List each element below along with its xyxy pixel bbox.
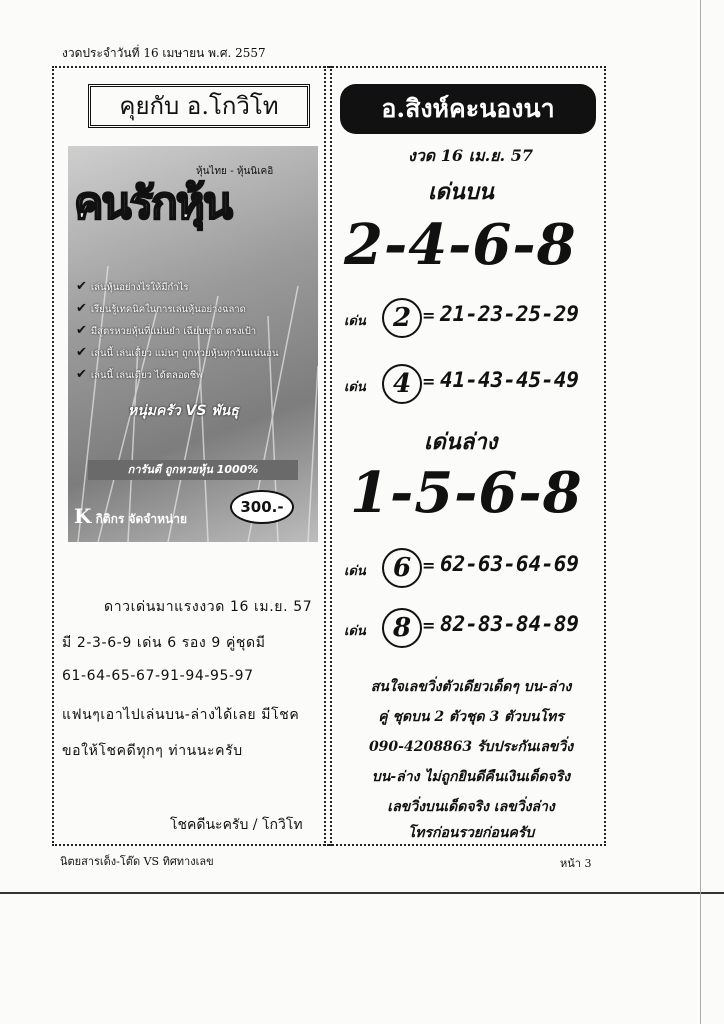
paragraph-line: 61-64-65-67-91-94-95-97 — [62, 668, 254, 684]
promo-line: สนใจเลขวิ่งตัวเดียวเด็ดๆ บน-ล่าง — [370, 679, 572, 695]
play-label: เด่น — [344, 380, 366, 395]
check-icon: ✔ — [76, 345, 87, 360]
paragraph-line: แฟนๆเอาไปเล่นบน-ล่างได้เลย มีโชค — [62, 707, 300, 723]
check-icon: ✔ — [76, 367, 87, 382]
play-label: เด่น — [344, 624, 366, 639]
play-row — [344, 364, 600, 406]
promo-line: บน-ล่าง ไม่ถูกยินดีคืนเงินเด็ดจริง — [371, 769, 571, 785]
ad-feature-item: ✔ เล่นนี้ เล่นเดียว ได้ตลอดชีพ — [76, 367, 203, 382]
draw-date: งวด 16 เม.ย. 57 — [408, 146, 533, 165]
check-icon: ✔ — [76, 301, 87, 316]
footer-magazine-name: นิตยสารเด็ง-โต๊ด VS ทิศทางเลข — [60, 855, 214, 868]
ad-brand: K กิติกร จัดจำหน่าย — [74, 504, 188, 528]
equals-sign: = — [422, 372, 436, 391]
issue-date: งวดประจำวันที่ 16 เมษายน พ.ศ. 2557 — [62, 46, 266, 60]
play-digit-circle: 4 — [382, 364, 422, 404]
ad-feature-item: ✔ เล่นนี้ เล่นเดียว แม่นๆ ถูกหวยหุ้นทุกวันแน่นอน — [76, 345, 279, 360]
left-column-title: คุยกับ อ.โกวิโท — [88, 84, 310, 128]
top-heading: เด่นบน — [428, 179, 494, 205]
bottom-heading: เด่นล่าง — [424, 429, 498, 455]
ad-guarantee-banner: การันตี ถูกหวยหุ้น 1000% — [88, 460, 298, 480]
equals-sign: = — [422, 556, 436, 575]
promo-line: 090-4208863 รับประกันเลขวิ่ง — [368, 739, 574, 755]
promo-line: เลขวิ่งบนเด็ดจริง เลขวิ่งล่าง — [387, 799, 555, 815]
play-numbers: 82-83-84-89 — [440, 612, 580, 636]
ad-feature-item: ✔ เล่นหุ้นอย่างไรให้มีกำไร — [76, 279, 189, 294]
play-label: เด่น — [344, 314, 366, 329]
ad-vs-line: หนุ่มครัว VS พันธุ — [128, 403, 239, 419]
check-icon: ✔ — [76, 279, 87, 294]
play-label: เด่น — [344, 564, 366, 579]
play-numbers: 21-23-25-29 — [440, 302, 580, 326]
ad-feature-list — [76, 276, 312, 386]
right-column-title: อ.สิงห์คะนองนา — [340, 84, 596, 134]
play-row — [344, 548, 600, 590]
ad-feature-item: ✔ เรียนรู้เทคนิคในการเล่นหุ้นอย่างฉลาด — [76, 301, 246, 316]
ad-title: คนรักหุ้น — [74, 178, 231, 229]
equals-sign: = — [422, 616, 436, 635]
promo-line: คู่ ชุดบน 2 ตัวชุด 3 ตัวบนโทร — [378, 709, 564, 725]
play-numbers: 41-43-45-49 — [440, 368, 580, 392]
signature: โชคดีนะครับ / โกวิโท — [170, 817, 303, 833]
paragraph-line: ดาวเด่นมาแรงงวด 16 เม.ย. 57 — [104, 599, 313, 615]
bottom-divider — [0, 892, 724, 894]
brand-logo-icon: K — [74, 504, 92, 528]
bottom-digits: 1-5-6-8 — [350, 460, 583, 526]
ad-stock-tag: หุ้นไทย - หุ้นนิเคอิ — [196, 166, 274, 177]
promo-line: โทรก่อนรวยก่อนครับ — [407, 825, 535, 841]
top-digits: 2-4-6-8 — [344, 212, 577, 278]
play-digit-circle: 6 — [382, 548, 422, 588]
page-number: หน้า 3 — [560, 857, 592, 870]
ad-feature-item: ✔ มีสูตรหวยหุ้นที่แม่นยำ เฉียบขาด ตรงเป้า — [76, 323, 257, 338]
play-digit-circle: 2 — [382, 298, 422, 338]
ad-price-badge: 300.- — [230, 490, 294, 524]
paragraph-line: ขอให้โชคดีทุกๆ ท่านนะครับ — [62, 743, 243, 759]
play-numbers: 62-63-64-69 — [440, 552, 580, 576]
play-row — [344, 298, 600, 340]
check-icon: ✔ — [76, 323, 87, 338]
play-digit-circle: 8 — [382, 608, 422, 648]
page-edge — [700, 0, 701, 1024]
equals-sign: = — [422, 306, 436, 325]
paragraph-line: มี 2-3-6-9 เด่น 6 รอง 9 คู่ชุดมี — [62, 635, 266, 651]
play-row — [344, 608, 600, 650]
